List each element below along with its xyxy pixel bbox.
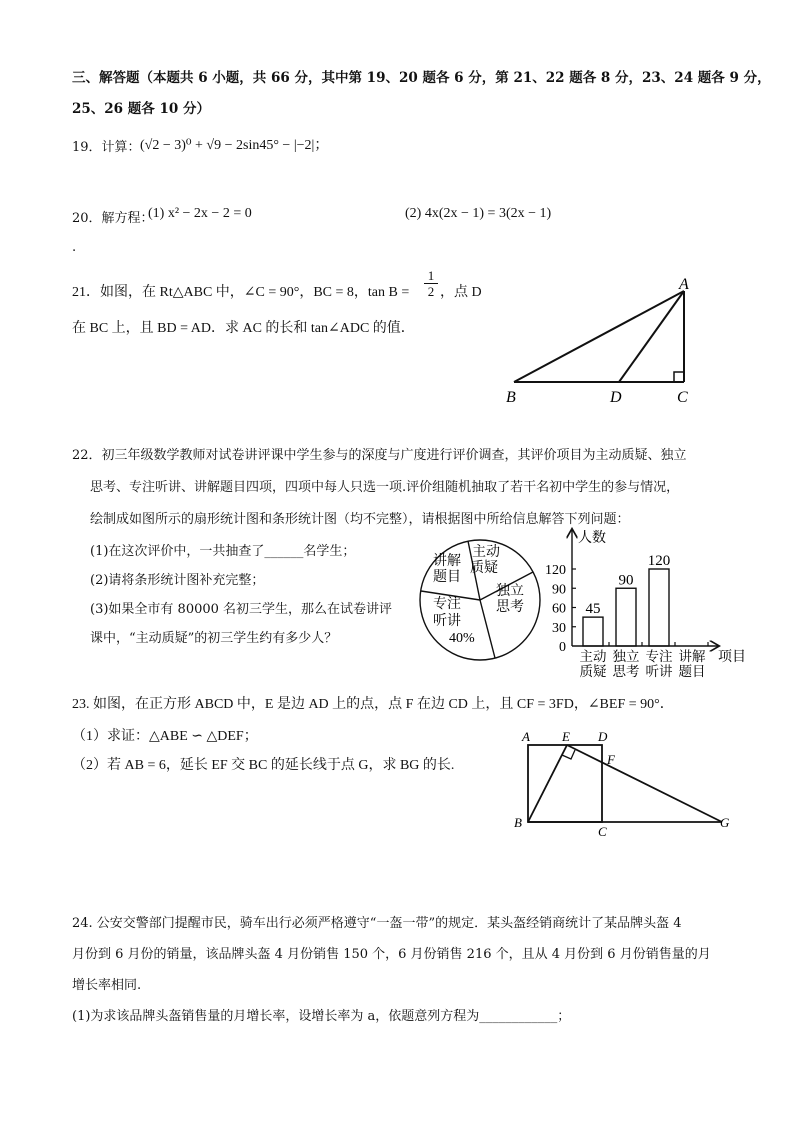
q23-label-G: G [720, 815, 730, 830]
q21-label-D: D [610, 389, 622, 406]
bar-chart-ytick-label: 60 [552, 601, 566, 617]
bar-category-label-4: 讲解 [678, 649, 706, 664]
q24-line2: 月份到 6 月份的销量，该品牌头盔 4 月份销售 150 个，6 月份销售 216 个，且从 4 月份到 6 月份销售量的月 [72, 947, 711, 962]
bar-value-label-1: 45 [585, 601, 601, 618]
bar-chart-ytick-label: 120 [545, 563, 566, 578]
bar-category-label-1: 质疑 [579, 664, 607, 679]
pie-label-timu: 题目 [433, 570, 461, 585]
bar-category-label-3: 专注 [645, 649, 673, 664]
bar-3 [649, 569, 669, 646]
q23-label-E: E [562, 729, 570, 744]
q24-sub1: (1)为求该品牌头盔销售量的月增长率，设增长率为 a，依题意列方程为____________； [72, 1009, 571, 1024]
q19-label: 19．计算： [72, 140, 141, 155]
bar-chart-ytick-label: 0 [559, 640, 566, 655]
q23-label-D: D [598, 729, 608, 744]
pie-label-duli: 独立 [496, 584, 524, 599]
q19-expression: (√2 − 3)⁰ + √9 − 2sin45° − |−2|； [140, 138, 329, 153]
bar-2 [616, 588, 636, 646]
q22-line2: 思考、专注听讲、讲解题目四项，四项中每人只选一项.评价组随机抽取了若干名初中学生的参与情况， [90, 480, 680, 495]
q22-line3: 绘制成如图所示的扇形统计图和条形统计图（均不完整），请根据图中所给信息解答下列问题： [90, 512, 630, 527]
q21-line2: 在 BC 上，且 BD = AD．求 AC 的长和 tan∠ADC 的值． [72, 321, 415, 336]
q23-sub2: （2）若 AB = 6，延长 EF 交 BC 的延长线于点 G，求 BG 的长. [72, 758, 455, 773]
bar-chart-title: 人数 [578, 531, 606, 546]
q22-sub1: (1)在这次评价中，一共抽查了______名学生； [90, 544, 356, 559]
bar-chart-ytick-label: 90 [552, 582, 566, 598]
q22-bar-chart [530, 528, 750, 678]
q23-sub1: （1）求证：△ABE ∽ △DEF； [72, 729, 258, 744]
bar-value-label-2: 90 [618, 572, 634, 589]
pie-label-sikao: 思考 [496, 600, 524, 615]
q20-label: 20．解方程： [72, 211, 154, 226]
q21-triangle-figure [500, 275, 700, 410]
pie-label-tingjiang: 听讲 [433, 614, 461, 629]
bar-value-label-3: 120 [647, 553, 671, 569]
pie-label-zhudong: 主动 [472, 545, 500, 560]
pie-label-zhiyi: 质疑 [470, 561, 498, 576]
bar-1 [583, 617, 603, 646]
pie-label-percent: 40% [449, 631, 475, 646]
q22-line1: 22．初三年级数学教师对试卷讲评课中学生参与的深度与广度进行评价调查，其评价项目为主动质疑、独立 [72, 448, 687, 463]
q20-part2: (2) 4x(2x − 1) = 3(2x − 1) [405, 206, 552, 221]
q23-label-C: C [598, 824, 607, 839]
section-heading-line1: 三、解答题（本题共 6 小题，共 66 分，其中第 19、20 题各 6 分，第 21、22 题各 8 分，23、24 题各 9 分， [72, 70, 771, 86]
q21-label-B: B [506, 389, 516, 406]
pie-label-jiangjie: 讲解 [433, 554, 461, 569]
bar-category-label-4: 题目 [678, 664, 706, 679]
q23-label-B: B [514, 815, 522, 830]
q22-sub2: (2)请将条形统计图补充完整； [90, 573, 265, 588]
section-heading-line2: 25、26 题各 10 分） [72, 101, 210, 117]
q21-line1-tail: ，点 D [440, 285, 482, 300]
q20-dot: . [72, 240, 77, 255]
q24-line1: 24. 公安交警部门提醒市民，骑车出行必须严格遵守“一盔一带”的规定．某头盔经销商统计了某品牌头盔 4 [72, 916, 682, 931]
q23-line1: 23. 如图，在正方形 ABCD 中，E 是边 AD 上的点，点 F 在边 CD 上，且 CF = 3FD，∠BEF = 90°． [72, 697, 674, 712]
q21-line1: 21．如图，在 Rt△ABC 中，∠C = 90°，BC = 8，tan B = [72, 285, 410, 300]
q22-sub3a: (3)如果全市有 80000 名初三学生，那么在试卷讲评 [90, 602, 393, 617]
bar-category-label-1: 主动 [579, 649, 607, 664]
q21-frac-den: 2 [427, 284, 435, 299]
pie-label-zhuanzhu: 专注 [433, 597, 461, 612]
q24-line3: 增长率相同. [72, 978, 142, 993]
q23-square-figure [510, 728, 740, 843]
bar-chart-ytick-label: 30 [552, 620, 566, 636]
q22-sub3b: 课中，“主动质疑”的初三学生约有多少人？ [90, 631, 338, 646]
q21-fraction [424, 268, 438, 300]
q23-label-A: A [522, 729, 530, 744]
q21-label-C: C [677, 389, 688, 406]
q22-pie-chart [418, 538, 543, 663]
bar-category-label-3: 听讲 [645, 664, 673, 679]
q23-label-F: F [607, 752, 615, 767]
q20-part1: (1) x² − 2x − 2 = 0 [148, 206, 252, 221]
bar-category-label-2: 思考 [612, 664, 640, 679]
bar-chart-xlabel: 项目 [718, 650, 746, 665]
q21-frac-num: 1 [424, 268, 438, 284]
bar-category-label-2: 独立 [612, 649, 640, 664]
q21-label-A: A [679, 276, 689, 293]
